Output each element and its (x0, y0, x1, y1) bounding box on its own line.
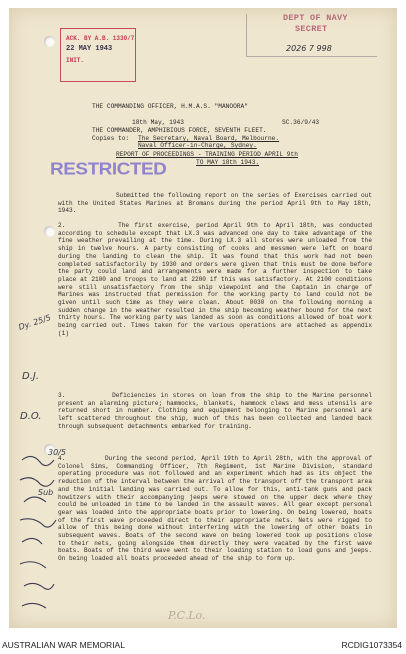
paragraph-number: 4. (58, 455, 66, 462)
paragraph-3 (58, 392, 372, 431)
copies-recipient: The Secretary, Naval Board, Melbourne. (138, 135, 280, 142)
margin-annotation: D.O. (20, 411, 42, 422)
margin-annotation: Dy. 25/5 (17, 313, 52, 332)
margin-annotation: D.J. (22, 371, 40, 382)
report-subject: TO MAY 18th 1943. (196, 159, 260, 166)
letter-date: 18th May, 1943 (132, 119, 184, 126)
margin-annotation: Sub (38, 488, 54, 497)
paragraph-text: During the second period, April 19th to April 28th, with the approval of Colonel Sims, Commanding Officer, 7th Regiment, 1st Marine Division, standard operating procedure was not followed and an experiment which had as its object the reduction of the interval between the arrival of the transport off the transport area and the initial landing was carried out. To allow for this, anti-tank guns and pack howitzers with their accompanying jeeps were stowed on the upper deck where they could be unloaded in time to be landed in the assault waves. All gear except personal gear was loaded into the appropriate boats prior to lowering. On being lowered, boats of the first wave proceeded direct to their appropriate nets. Nets were rigged to allow of this being done without interfering with the lowering of other boats in subsequent waves. Boats of the second wave on being lowered took up positions close to their nets, going alongside them directly they were vacated by the first wave boats. Boats of the third wave went to their loading station to load guns and jeeps. On being loaded all boats proceeded ahead of the ship to form up. (58, 455, 373, 563)
paragraph-text: Submitted the following report on the series of Exercises carried out with the United States Marines at Bromans during the period April 9th to May 18th, 1943. (58, 192, 372, 215)
department-stamp (283, 13, 348, 35)
signature: P.C.Lo. (168, 609, 206, 622)
report-subject: REPORT OF PROCEEDINGS - TRAINING PERIOD APRIL 9th (116, 151, 298, 158)
copies-label: Copies to: (92, 135, 130, 142)
to-line: THE COMMANDER, AMPHIBIOUS FORCE, SEVENTH FLEET. (92, 127, 267, 134)
paragraph-text: The first exercise, period April 9th to April 18th, was conducted according to schedule except that LX.3 was advanced one day to take advantage of the fine weather prevailing at the time. During LX.3 all stores were unloaded from the ship in twelve hours. A party consisting of cooks and messmen were left on board during the landing to clean the ship. It was found that this work had not been completed satisfactorily by 1930 and orders were given that this must be done before the party could land and arrangements were made for a further inspection to take place at 2100 and troops to land at 2200 if this was satisfactory. At 2100 conditions were still unsatisfactory from the ship viewpoint and the Captain in charge of Marines was instructed that permission for the working party to land could not be given until such time as they were clean. About 0030 on the following morning a sudden change in the weather resulted in the ship becoming weather bound for the next thirty hours. The working party was landed as soon as conditions allowed of boat work being carried out. Times taken for the various operations are attached as appendix (1) (58, 222, 372, 337)
archive-credit: AUSTRALIAN WAR MEMORIAL (2, 640, 125, 650)
stamp-ack-line: ACK. BY A.B. 1330/7 (66, 35, 135, 42)
paragraph-2 (58, 222, 372, 338)
from-line: THE COMMANDING OFFICER, H.M.A.S. "MANOORA" (92, 103, 248, 110)
margin-scribbles (14, 440, 60, 616)
punch-hole (44, 226, 55, 237)
reference-number: SC.36/9/43 (282, 119, 320, 126)
stamp-ack-date: 22 MAY 1943 (66, 45, 113, 53)
record-id: RCDIG1073354 (341, 640, 402, 650)
file-number: 2026 7 998 (286, 44, 332, 53)
dept-stamp-line: DEPT OF NAVY (283, 13, 348, 23)
paragraph-4 (58, 455, 372, 563)
paragraph-number: 3. (58, 392, 66, 399)
paragraph-text: Deficiencies in stores on loan from the ship to the Marine personnel present an alarming picture; hammocks, blankets, hammock clews and mess utensils are returned short in number. Clothing and equipment belonging to Marine personnel are left scattered throughout the ship, much of this has been collected and landed back through subsequent detachments embarked for training. (58, 392, 372, 430)
acknowledgement-stamp (60, 28, 136, 82)
paragraph-1 (58, 192, 372, 215)
stamp-ack-init: INIT. (66, 57, 85, 64)
copies-recipient: Naval Officer-in-Charge, Sydney. (138, 142, 257, 149)
paragraph-number: 2. (58, 222, 66, 229)
margin-annotation: 30/5 (48, 448, 66, 457)
restricted-stamp: RESTRICTED (50, 160, 167, 179)
secret-stamp-line: SECRET (295, 24, 328, 34)
punch-hole (44, 36, 55, 47)
